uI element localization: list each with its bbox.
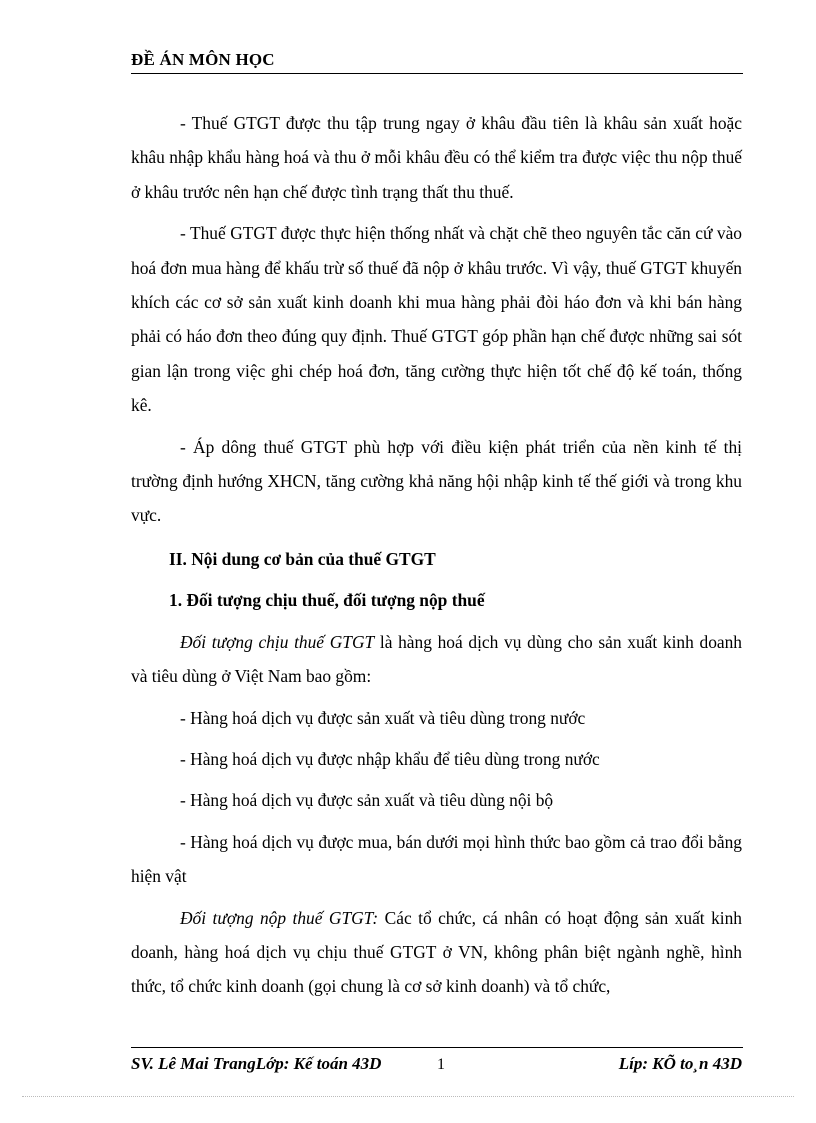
paragraph-4 xyxy=(131,625,742,694)
list-item-4: - Hàng hoá dịch vụ được mua, bán dưới mọi hình thức bao gồm cả trao đổi bằng hiện vật xyxy=(131,831,742,887)
subsection-heading: 1. Đối tượng chịu thuế, đối tượng nộp thuế xyxy=(169,590,485,611)
term-taxpayers: Đối tượng nộp thuế GTGT: xyxy=(180,907,379,928)
footer-author: SV. Lê Mai TrangLớp: Kế toán 43D xyxy=(131,1054,382,1073)
page-number: 1 xyxy=(437,1056,445,1073)
term-taxable-objects: Đối tượng chịu thuế GTGT xyxy=(180,631,375,652)
list-item-2: - Hàng hoá dịch vụ được nhập khẩu để tiêu dùng trong nước xyxy=(180,748,600,769)
page-header-title: ĐỀ ÁN MÔN HỌC xyxy=(131,50,275,69)
section-heading: II. Nội dung cơ bản của thuế GTGT xyxy=(169,548,436,569)
document-body xyxy=(131,106,742,1004)
paragraph-3: - Áp dông thuế GTGT phù hợp với điều kiện phát triển của nền kinh tế thị trường định hướng XHCN, tăng cường khả năng hội nhập kinh tế thế giới và trong khu vực. xyxy=(131,436,742,526)
paragraph-1: - Thuế GTGT được thu tập trung ngay ở khâu đầu tiên là khâu sản xuất hoặc khâu nhập khẩu hàng hoá và thu ở mỗi khâu đều có thể kiểm tra được việc thu nộp thuế ở khâu trước nên hạn chế được tình trạng thất thu thuế. xyxy=(131,113,742,202)
header-divider xyxy=(131,73,743,74)
paragraph-2: - Thuế GTGT được thực hiện thống nhất và chặt chẽ theo nguyên tắc căn cứ vào hoá đơn mua hàng để khấu trừ số thuế đã nộp ở khâu trước. Vì vậy, thuế GTGT khuyến khích các cơ sở sản xuất kinh doanh khi mua hàng phải đòi háo đơn và khi bán hàng phải có háo đơn theo đúng quy định. Thuế GTGT góp phần hạn chế được những sai sót gian lận trong việc ghi chép hoá đơn, tăng cường thực hiện tốt chế độ kế toán, thống kê. xyxy=(131,223,742,416)
paragraph-5 xyxy=(131,901,742,1004)
footer-divider xyxy=(131,1047,743,1048)
paragraph-5-text: Các tổ chức, cá nhân có hoạt động sản xuất kinh doanh, hàng hoá dịch vụ chịu thuế GTGT ở VN, không phân biệt ngành nghề, hình thức, tổ chức kinh doanh (gọi chung là cơ sở kinh doanh) và tổ chức, xyxy=(131,907,742,997)
page-bottom-dotted-line xyxy=(22,1096,794,1097)
list-item-1: - Hàng hoá dịch vụ được sản xuất và tiêu dùng trong nước xyxy=(180,707,586,728)
paragraph-4-text: là hàng hoá dịch vụ dùng cho sản xuất kinh doanh và tiêu dùng ở Việt Nam bao gồm: xyxy=(131,631,742,687)
list-item-3: - Hàng hoá dịch vụ được sản xuất và tiêu dùng nội bộ xyxy=(180,790,554,811)
footer-class: Líp: KÕ to¸n 43D xyxy=(618,1054,742,1073)
